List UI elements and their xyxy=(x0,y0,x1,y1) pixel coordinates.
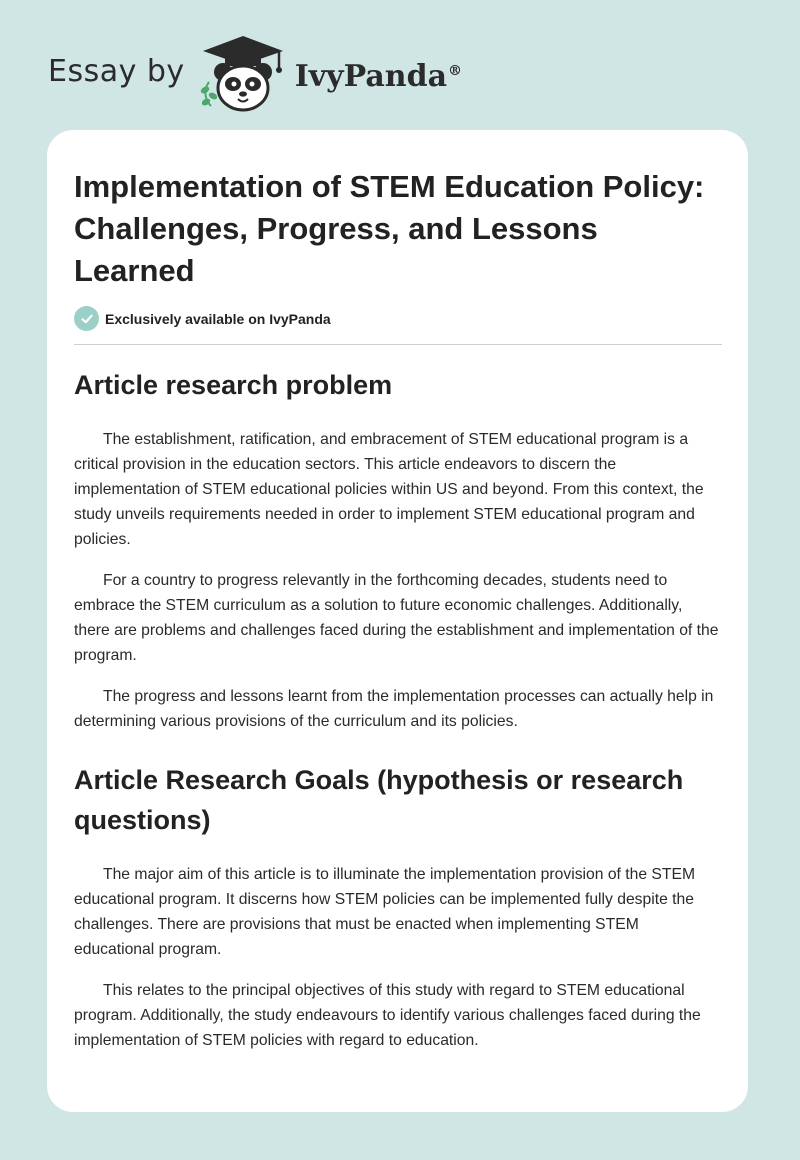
essay-card xyxy=(47,130,748,1112)
section-heading-research-goals: Article Research Goals (hypothesis or research questions) xyxy=(74,765,684,835)
panda-logo-icon xyxy=(195,34,291,114)
check-circle-icon xyxy=(74,306,99,331)
section-heading-research-problem: Article research problem xyxy=(74,370,393,400)
brand-name-text: IvyPanda xyxy=(294,58,448,94)
registered-mark: ® xyxy=(448,62,463,79)
title-divider xyxy=(74,344,722,345)
exclusive-badge xyxy=(74,306,722,331)
brand-prefix: Essay by xyxy=(48,53,185,89)
paragraph: The progress and lessons learnt from the implementation processes can actually help in determining various provisions of the curriculum and its policies. xyxy=(74,688,714,730)
paragraph: The establishment, ratification, and embracement of STEM educational program is a critical provision in the education sectors. This article endeavors to discern the implementation of STEM educational policies within US and beyond. From this context, the study unveils requirements needed in order to implement STEM educational program and policies. xyxy=(74,431,704,548)
paragraph: This relates to the principal objectives of this study with regard to STEM educational program. Additionally, the study endeavours to identify various challenges faced during the implementation of STEM policies with regard to education. xyxy=(74,982,701,1049)
brand-header xyxy=(48,34,462,114)
essay-title: Implementation of STEM Education Policy: Challenges, Progress, and Lessons Learned xyxy=(74,169,705,288)
paragraph: For a country to progress relevantly in the forthcoming decades, students need to embrace the STEM curriculum as a solution to future economic challenges. Additionally, there are problems and challenges faced during the establishment and implementation of the program. xyxy=(74,572,719,664)
brand-name xyxy=(295,59,462,94)
paragraph: The major aim of this article is to illuminate the implementation provision of the STEM educational program. It discerns how STEM policies can be implemented fully despite the challenges. There are provisions that must be enacted when implementing STEM educational program. xyxy=(74,866,696,958)
badge-label: Exclusively available on IvyPanda xyxy=(105,310,331,327)
